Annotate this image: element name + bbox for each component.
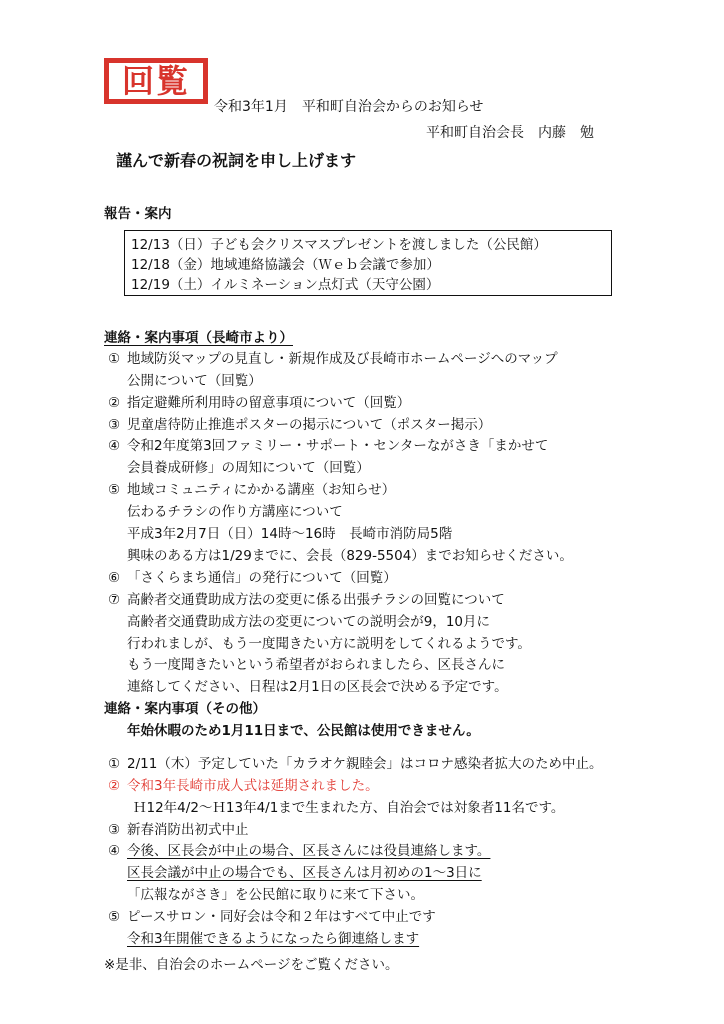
list-item-text: 平成3年2月7日（日）14時～16時 長崎市消防局5階: [127, 526, 453, 542]
list-item-number: ①: [108, 756, 121, 772]
list-item-text: 伝わるチラシの作り方講座について: [127, 504, 343, 520]
list-item-number: ⑥: [108, 570, 121, 586]
list-item-number: ⑤: [108, 482, 121, 498]
list-item-text: 今後、区長会が中止の場合、区長さんには役員連絡します。: [127, 843, 491, 859]
list-item-text: もう一度聞きたいという希望者がおられましたら、区長さんに: [127, 657, 505, 673]
circulation-stamp: 回覧: [104, 58, 208, 104]
report-item: 12/19（土）イルミネーション点灯式（天守公園）: [131, 277, 440, 293]
nagasaki-heading: 連絡・案内事項（長崎市より）: [104, 330, 293, 346]
list-item-text: 公開について（回覧）: [127, 373, 262, 389]
list-item-text: 新春消防出初式中止: [127, 822, 249, 838]
list-item-number: ③: [108, 417, 121, 433]
other-heading: 連絡・案内事項（その他）: [104, 701, 266, 717]
list-item-text: 高齢者交通費助成方法の変更に係る出張チラシの回覧について: [127, 592, 505, 608]
report-heading: 報告・案内: [104, 206, 172, 222]
list-item-text: 高齢者交通費助成方法の変更についての説明会が9，10月に: [127, 614, 490, 630]
list-item-text: 「さくらまち通信」の発行について（回覧）: [127, 570, 397, 586]
list-item-text: 「広報ながさき」を公民館に取りに来て下さい。: [127, 887, 424, 903]
list-item-number: ①: [108, 351, 121, 367]
new-year-greeting: 謹んで新春の祝詞を申し上げます: [116, 151, 357, 170]
list-item-number: ⑦: [108, 592, 121, 608]
author-line: 平和町自治会長 内藤 勉: [426, 125, 594, 141]
list-item-text: 児童虐待防止推進ポスターの掲示について（ポスター掲示）: [127, 417, 492, 433]
notice-title: 令和3年1月 平和町自治会からのお知らせ: [214, 99, 484, 115]
list-item-number: ②: [108, 395, 121, 411]
list-item-text: 地域防災マップの見直し・新規作成及び長崎市ホームページへのマップ: [127, 351, 558, 367]
list-item-text: 連絡してください、日程は2月1日の区長会で決める予定です。: [127, 679, 508, 695]
list-item-text: 2/11（木）予定していた「カラオケ親睦会」はコロナ感染者拡大のため中止。: [127, 756, 603, 772]
list-item-text: 区長会議が中止の場合でも、区長さんは月初めの1～3日に: [127, 865, 482, 881]
list-item-number: ③: [108, 822, 121, 838]
list-item-text: 興味のある方は1/29までに、会長（829-5504）までお知らせください。: [127, 548, 573, 564]
list-item-number: ④: [108, 843, 121, 859]
list-item-text: 指定避難所利用時の留意事項について（回覧）: [127, 395, 411, 411]
report-box: [124, 230, 612, 296]
list-item-text: Ｈ12年4/2～Ｈ13年4/1まで生まれた方、自治会では対象者11名です。: [133, 800, 565, 816]
list-item-text: 地域コミュニティにかかる講座（お知らせ）: [127, 482, 396, 498]
list-item-number: ④: [108, 438, 121, 454]
report-item: 12/18（金）地域連絡協議会（Ｗｅｂ会議で参加）: [131, 257, 440, 273]
list-item-number: ②: [108, 778, 121, 794]
list-item-text: 令和2年度第3回ファミリー・サポート・センターながさき「まかせて: [127, 438, 549, 454]
list-item-text: ピースサロン・同好会は令和２年はすべて中止です: [127, 909, 436, 925]
coming-of-age-postponed-notice: 令和3年長崎市成人式は延期されました。: [127, 778, 379, 794]
list-item-text: 会員養成研修」の周知について（回覧）: [127, 460, 370, 476]
list-item-text: 行われましが、もう一度聞きたい方に説明をしてくれるようです。: [127, 636, 531, 652]
list-item-number: ⑤: [108, 909, 121, 925]
footer-note: ※是非、自治会のホームページをご覧ください。: [104, 957, 399, 973]
report-item: 12/13（日）子ども会クリスマスプレゼントを渡しました（公民館）: [131, 237, 547, 253]
community-hall-closure-notice: 年始休暇のため1月11日まで、公民館は使用できません。: [127, 723, 480, 739]
list-item-text: 令和3年開催できるようになったら御連絡します: [127, 931, 420, 947]
